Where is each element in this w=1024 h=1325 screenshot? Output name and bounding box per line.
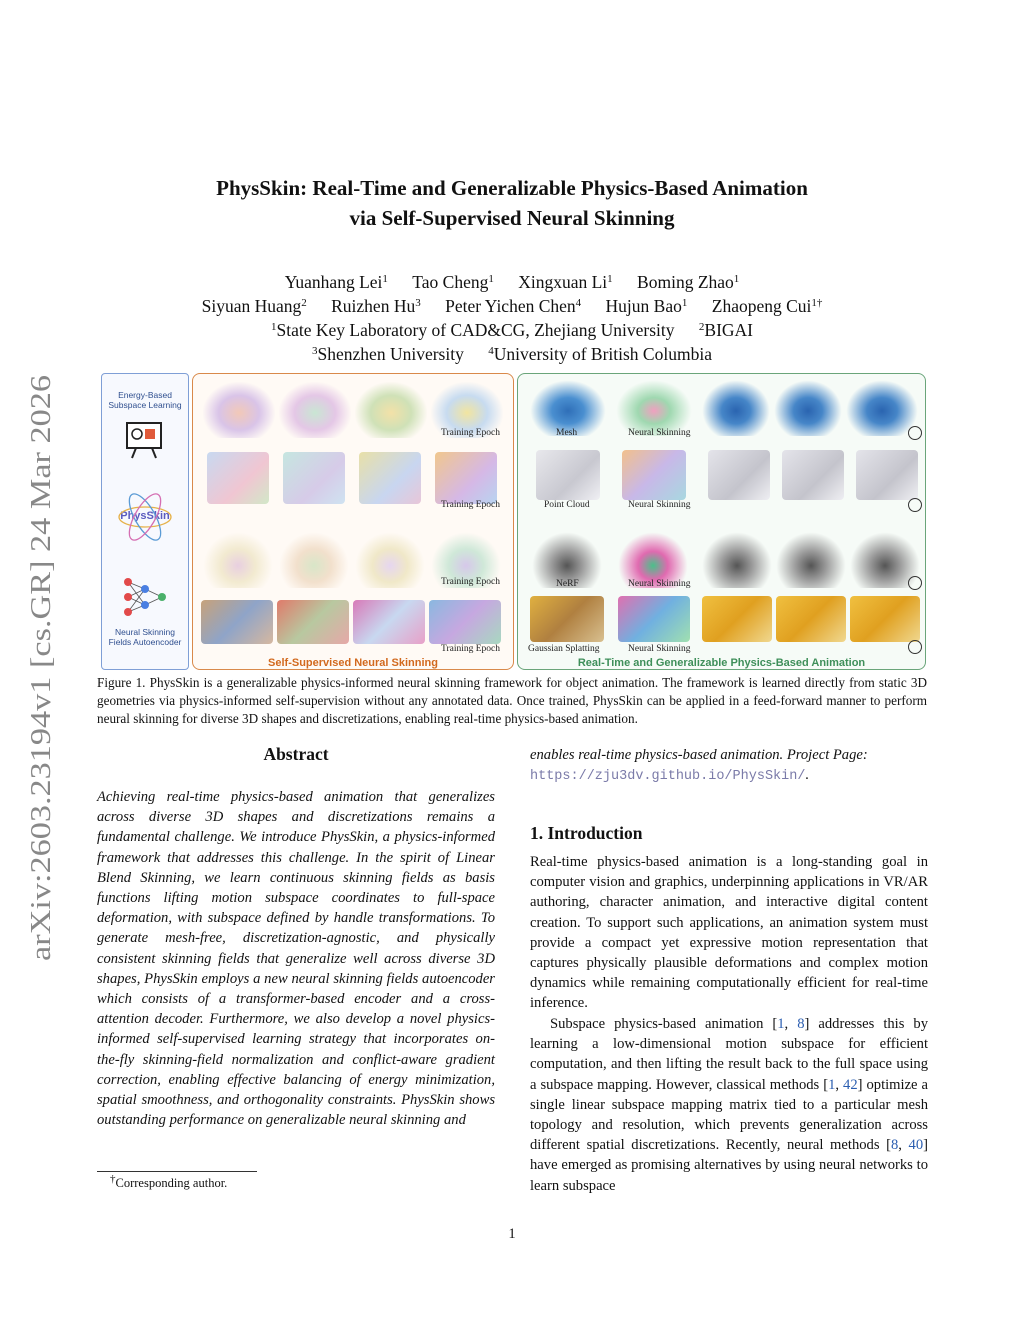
figure-left-panel [101, 373, 189, 670]
abstract-heading: Abstract [263, 744, 329, 764]
author: Zhaopeng Cui$^{1\dagger}$ [711, 296, 823, 316]
bulldozer-render [201, 600, 273, 644]
intro-paragraph-1: Real-time physics-based animation is a long-standing goal in computer vision and graphics, underpinning applications in VR/AR authoring, character animation, and interactive digital content creation. To support such applications, an animation system must provide a compact yet expressive motion representation that captures physically plausible deformations and complex motion dynamics while remaining computationally efficient for real-time inference. [530, 854, 928, 1012]
affiliations-row1 [100, 318, 924, 342]
author: Yuanhang Lei$^1$ [284, 272, 388, 292]
author: Peter Yichen Chen$^4$ [445, 296, 582, 316]
citation-link[interactable]: 1 [828, 1076, 836, 1093]
author: Siyuan Huang$^2$ [201, 296, 307, 316]
animated-bulldozer [850, 596, 920, 642]
abstract-continuation: enables real-time physics-based animation. Project Page: https://zju3dv.github.io/PhysSkin/. [530, 747, 868, 785]
animated-chandelier [702, 532, 772, 588]
bird-render [355, 382, 427, 438]
right-panel-title: Real-Time and Generalizable Physics-Based Animation [577, 657, 866, 669]
physskin-logo: PhysSkin [120, 510, 170, 522]
citation-link[interactable]: 42 [843, 1076, 858, 1093]
clock-icon [908, 426, 922, 440]
footnote-mark: † [110, 1173, 116, 1185]
animated-bulldozer [702, 596, 772, 642]
bag-render [207, 452, 269, 504]
citation-link[interactable]: 40 [908, 1137, 924, 1154]
chandelier-render [203, 532, 273, 588]
affiliation: $^1$State Key Laboratory of CAD&CG, Zhejiang University [270, 320, 675, 340]
neural-skinning-label: Neural Skinning [628, 579, 691, 589]
figure-caption: Figure 1. PhysSkin is a generalizable physics-informed neural skinning framework for object animation. The framework is learned directly from static 3D geometries via physics-informed self-supervision without any annotated data. Once trained, PhysSkin can be applied in a feed-forward manner to perform neural skinning for diverse 3D shapes and discretizations, enabling real-time physics-based animation. [97, 675, 927, 726]
skinned-bag [622, 450, 686, 500]
point-cloud-label: Point Cloud [544, 500, 590, 510]
neural-skinning-label: Neural Skinning [628, 500, 691, 510]
intro-heading: 1. Introduction [530, 823, 643, 843]
chandelier-render [279, 532, 349, 588]
author: Tao Cheng$^1$ [412, 272, 494, 292]
autoencoder-label: Neural Skinning Fields Autoencoder [108, 627, 182, 647]
animated-bag [782, 450, 844, 500]
paper-title-line1: PhysSkin: Real-Time and Generalizable Physics-Based Animation [216, 176, 808, 200]
project-page-link[interactable]: https://zju3dv.github.io/PhysSkin/ [530, 769, 806, 785]
animated-bulldozer [776, 596, 846, 642]
bird-render [279, 382, 351, 438]
training-epoch-label: Training Epoch [441, 577, 501, 587]
author: Xingxuan Li$^1$ [518, 272, 613, 292]
animated-bird [846, 380, 918, 436]
author: Hujun Bao$^1$ [605, 296, 688, 316]
training-epoch-label: Training Epoch [441, 644, 501, 654]
middle-panel-title: Self-Supervised Neural Skinning [268, 657, 438, 669]
arxiv-identifier-text: arXiv:2603.23194v1 [cs.GR] 24 Mar 2026 [25, 464, 57, 961]
clock-icon [908, 576, 922, 590]
bulldozer-render [353, 600, 425, 644]
skinned-bulldozer [618, 596, 690, 642]
neural-skinning-label: Neural Skinning [628, 428, 691, 438]
atom-icon [117, 489, 173, 545]
neural-skinning-label: Neural Skinning [628, 644, 691, 654]
affiliation: $^2$BIGAI [698, 320, 754, 340]
bulldozer-render [429, 600, 501, 644]
training-epoch-label: Training Epoch [441, 428, 501, 438]
animated-bird [702, 380, 770, 436]
training-epoch-label: Training Epoch [441, 500, 501, 510]
blackboard-icon [124, 420, 164, 456]
affiliations-row2 [100, 342, 924, 366]
authors-row1 [100, 270, 924, 294]
animated-bag [856, 450, 918, 500]
footnote-text: Corresponding author. [115, 1176, 228, 1190]
clock-icon [908, 498, 922, 512]
citation-link[interactable]: 1 [777, 1016, 785, 1032]
point-cloud-bag [536, 450, 600, 500]
footnote [110, 1173, 228, 1191]
author: Ruizhen Hu$^3$ [331, 296, 421, 316]
affiliation: $^4$University of British Columbia [488, 344, 712, 364]
animated-bag [708, 450, 770, 500]
paper-title-line2: via Self-Supervised Neural Skinning [349, 206, 675, 230]
intro-paragraph-2: Subspace physics-based animation [1, 8] addresses this by learning a low-dimensional motion subspace for efficient computation, and then lifting the result back to the full space using a subspace mapping. However, classical methods [1, 42] optimize a single linear subspace mapping matrix tied to a particular mesh topology and resolution, which prevents generalization across different spatial discretizations. Recently, neural methods [8, 40] have emerged as promising alternatives by using neural networks to learn subspace [530, 1016, 929, 1194]
bag-render [359, 452, 421, 504]
citation-link[interactable]: 8 [890, 1137, 899, 1154]
animated-chandelier [776, 532, 846, 588]
figure-middle-panel [192, 373, 514, 670]
bag-render [283, 452, 345, 504]
arxiv-identifier [14, 365, 60, 965]
footnote-rule [97, 1171, 257, 1172]
gaussian-splatting-label: Gaussian Splatting [528, 644, 600, 654]
gaussian-bulldozer [530, 596, 604, 642]
animated-bird [774, 380, 842, 436]
authors-row2 [100, 294, 924, 318]
clock-icon [908, 640, 922, 654]
bulldozer-render [277, 600, 349, 644]
nerf-label: NeRF [556, 579, 579, 589]
abstract-text: Achieving real-time physics-based animation that generalizes across diverse 3D shapes and discretizations remains a fundamental challenge. We introduce PhysSkin, a physics-informed framework that addresses this challenge. In the spirit of Linear Blend Skinning, we learn continuous skinning fields as basis functions lifting motion subspace coordinates to full-space deformation, with subspace defined by handle transformations. To generate mesh-free, discretization-agnostic, and physically consistent skinning fields that generalize well across diverse 3D shapes, PhysSkin employs a new neural skinning fields autoencoder which consists of a transformer-based encoder and a cross-attention decoder. Furthermore, we also develop a novel physics-informed self-supervised learning strategy that incorporates on-the-fly skinning-field normalization and conflict-aware gradient correction, enabling effective balancing of energy minimization, spatial smoothness, and orthogonality constraints. PhysSkin shows outstanding performance on generalizable neural skinning and [97, 789, 495, 1129]
bag-render [435, 452, 497, 504]
mesh-label: Mesh [556, 428, 578, 438]
citation-link[interactable]: 8 [797, 1016, 805, 1032]
affiliation: $^3$Shenzhen University [312, 344, 464, 364]
figure-right-panel [517, 373, 926, 670]
page-number: 1 [508, 1226, 516, 1242]
network-icon [120, 574, 170, 620]
bird-render [203, 382, 275, 438]
chandelier-render [355, 532, 425, 588]
energy-subspace-label: Energy-Based Subspace Learning [108, 390, 182, 410]
author: Boming Zhao$^1$ [637, 272, 740, 292]
